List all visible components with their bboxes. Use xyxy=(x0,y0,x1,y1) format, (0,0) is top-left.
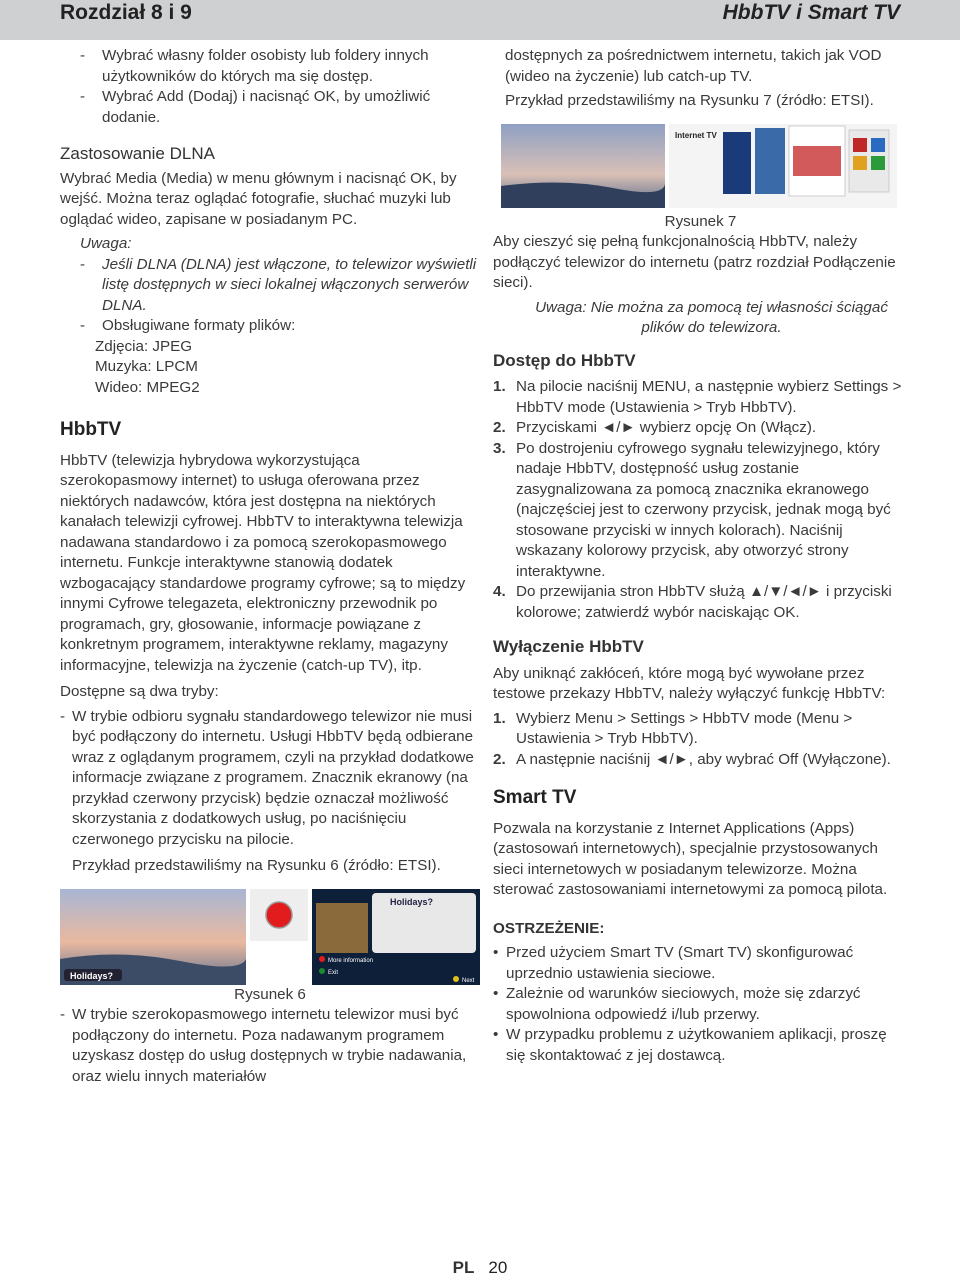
list-item: - W trybie szerokopasmowego internetu telewizor musi być podłączony do internetu. Poza nadawanym programem uzyskasz dostęp do usług dostępnych w trybie nadawania, oraz wielu innych materiałów xyxy=(60,1006,467,1085)
thumb-red xyxy=(853,138,867,152)
disable-heading: Wyłączenie HbbTV xyxy=(493,637,644,656)
section-title: HbbTV i Smart TV xyxy=(722,1,900,24)
hbbtv-heading: HbbTV xyxy=(60,419,122,440)
right-column xyxy=(493,46,908,1066)
red-button-icon xyxy=(266,902,292,928)
note: Uwaga: Nie można za pomocą tej własności ściągać plików do telewizora. xyxy=(535,298,888,336)
modes-intro: Dostępne są dwa tryby: xyxy=(60,683,219,700)
list-item: 1. Na pilocie naciśnij MENU, a następnie wybierz Settings > HbbTV mode (Ustawienia > Tryb HbbTV). xyxy=(493,378,902,416)
list-item: • Przed użyciem Smart TV (Smart TV) skonfigurować uprzednio ustawienia sieciowe. xyxy=(493,944,854,982)
example-7: Przykład przedstawiliśmy na Rysunku 7 (źródło: ETSI). xyxy=(505,92,874,109)
format-item: Wideo: MPEG2 xyxy=(95,378,200,396)
figure-7-image xyxy=(493,124,908,208)
holidays-tag-text: Holidays? xyxy=(70,970,114,981)
screen-card-1 xyxy=(723,132,751,194)
smart-tv-paragraph: Pozwala na korzystanie z Internet Applications (Apps) (zastosowań internetowych), specjalnie przystosowanych sieci internetowych w posiadanym telewizorze. Można sterować zastosowaniami internetowymi za pomocą pilota. xyxy=(493,819,888,898)
figure-7 xyxy=(493,124,908,208)
language-code: PL xyxy=(452,1258,475,1277)
page-number: 20 xyxy=(488,1258,508,1277)
list-item: - Jeśli DLNA (DLNA) jest włączone, to telewizor wyświetli listę dostępnych w sieci lokalnej włączonych serwerów DLNA. xyxy=(80,255,477,314)
menu-dot-red xyxy=(319,956,325,962)
page-footer xyxy=(0,1258,960,1278)
thumb-blue xyxy=(871,138,885,152)
page-header xyxy=(0,0,960,40)
list-item: - Wybrać Add (Dodaj) i nacisnąć OK, by umożliwić dodanie. xyxy=(80,88,431,126)
list-item: - W trybie odbioru sygnału standardowego telewizor nie musi być podłączony do internetu. Usługi HbbTV będą odbierane wraz z oglądanym programem, czyli na przykład dodatkowe informacje związane z programem. Znacznik ekranowy (na przykład czerwony przycisk) będzie oznaczał możliwość skorzystania z dodatkowych usług, po naciśnięciu czerwonego przycisku na pilocie. xyxy=(60,707,474,848)
overlay-menu-1: More information xyxy=(328,957,374,964)
next-dot xyxy=(453,976,459,982)
continued-paragraph: dostępnych za pośrednictwem internetu, takich jak VOD (wideo na życzenie) lub catch-up TV. xyxy=(505,47,882,85)
list-item: 4. Do przewijania stron HbbTV służą ▲/▼/◄/► i przyciski kolorowe; zatwierdź wybór naciskając OK. xyxy=(493,583,892,621)
warning-heading: OSTRZEŻENIE: xyxy=(493,919,605,937)
list-item: - Wybrać własny folder osobisty lub foldery innych użytkowników do których ma się dostęp. xyxy=(80,47,429,85)
smart-tv-heading: Smart TV xyxy=(493,787,577,808)
screen-card-2 xyxy=(755,128,785,194)
uwaga-label: Uwaga: xyxy=(80,235,132,252)
figure-6-image xyxy=(60,889,480,989)
figure-7-caption: Rysunek 7 xyxy=(664,212,737,230)
thumb-green xyxy=(871,156,885,170)
thumb-yellow xyxy=(853,156,867,170)
list-item: - Obsługiwane formaty plików: xyxy=(80,317,296,334)
dlna-paragraph: Wybrać Media (Media) w menu głównym i nacisnąć OK, by wejść. Można teraz oglądać fotografie, słuchać muzyki lub oglądać wideo, zapisane w posiadanym PC. xyxy=(60,169,457,228)
internet-tv-badge: Internet TV xyxy=(675,130,717,140)
list-item: • W przypadku problemu z użytkowaniem aplikacji, proszę się skontaktować z jej dostawcą. xyxy=(493,1026,887,1064)
hbbtv-paragraph: HbbTV (telewizja hybrydowa wykorzystująca szerokopasmowy internet) to usługa oferowana przez niektórych nadawców, która jest dostępna na niektórych kanałach telewizji cyfrowej. HbbTV to interaktywna telewizja nadawana standardowo i za pomocą szerokopasmowego internetu. Funkcje interaktywne stanowią dodatek wzbogacający standardowe programy cyfrowe; są to między innymi Cyfrowe telegazeta, elektroniczny przewodnik po programach, gry, głosowanie, informacje powiązane z konkretnym programem, interaktywne reklamy, magazyny informacyjne, telewizja na życzenie (catch-up TV), itp. xyxy=(60,451,466,674)
example-6: Przykład przedstawiliśmy na Rysunku 6 (źródło: ETSI). xyxy=(72,857,441,874)
menu-dot-green xyxy=(319,968,325,974)
dlna-heading: Zastosowanie DLNA xyxy=(60,144,215,163)
list-item: 3. Po dostrojeniu cyfrowego sygnału telewizyjnego, który nadaje HbbTV, dostępność usług zostanie zasygnalizowana za pomocą znacznika ekranowego (najczęściej jest to czerwony przycisk, jednak mogą być stosowane przyciski w innych kolorach). Naciśnij wskazany kolorowy przycisk, aby otworzyć strony interaktywne. xyxy=(493,439,891,580)
list-item: • Zależnie od warunków sieciowych, może się zdarzyć spowolniona odpowiedź i/lub przerwy. xyxy=(493,985,861,1023)
formats-list xyxy=(60,337,480,399)
full-functionality-paragraph: Aby cieszyć się pełną funkcjonalnością HbbTV, należy podłączyć telewizor do internetu (patrz rozdział Podłączenie sieci). xyxy=(493,233,896,291)
overlay-title: Holidays? xyxy=(390,896,434,907)
list-item: 1. Wybierz Menu > Settings > HbbTV mode (Menu > Ustawienia > Tryb HbbTV). xyxy=(493,709,853,747)
chapter-title: Rozdział 8 i 9 xyxy=(60,1,192,24)
left-column xyxy=(60,46,480,1087)
overlay-photo xyxy=(316,903,368,953)
overlay-menu-2: Exit xyxy=(328,969,339,976)
list-item: 2. A następnie naciśnij ◄/►, aby wybrać Off (Wyłączone). xyxy=(493,750,891,768)
disable-paragraph: Aby uniknąć zakłóceń, które mogą być wywołane przez testowe przekazy HbbTV, należy wyłączyć funkcję HbbTV: xyxy=(493,664,886,702)
figure-6-caption: Rysunek 6 xyxy=(234,985,306,1003)
access-heading: Dostęp do HbbTV xyxy=(493,350,636,370)
figure-6 xyxy=(60,889,480,989)
format-item: Muzyka: LPCM xyxy=(95,358,198,375)
screen-card-3-photo xyxy=(793,146,841,176)
format-item: Zdjęcia: JPEG xyxy=(95,337,193,355)
list-item: 2. Przyciskami ◄/► wybierz opcję On (Włącz). xyxy=(493,419,817,436)
overlay-next: Next xyxy=(462,977,475,984)
